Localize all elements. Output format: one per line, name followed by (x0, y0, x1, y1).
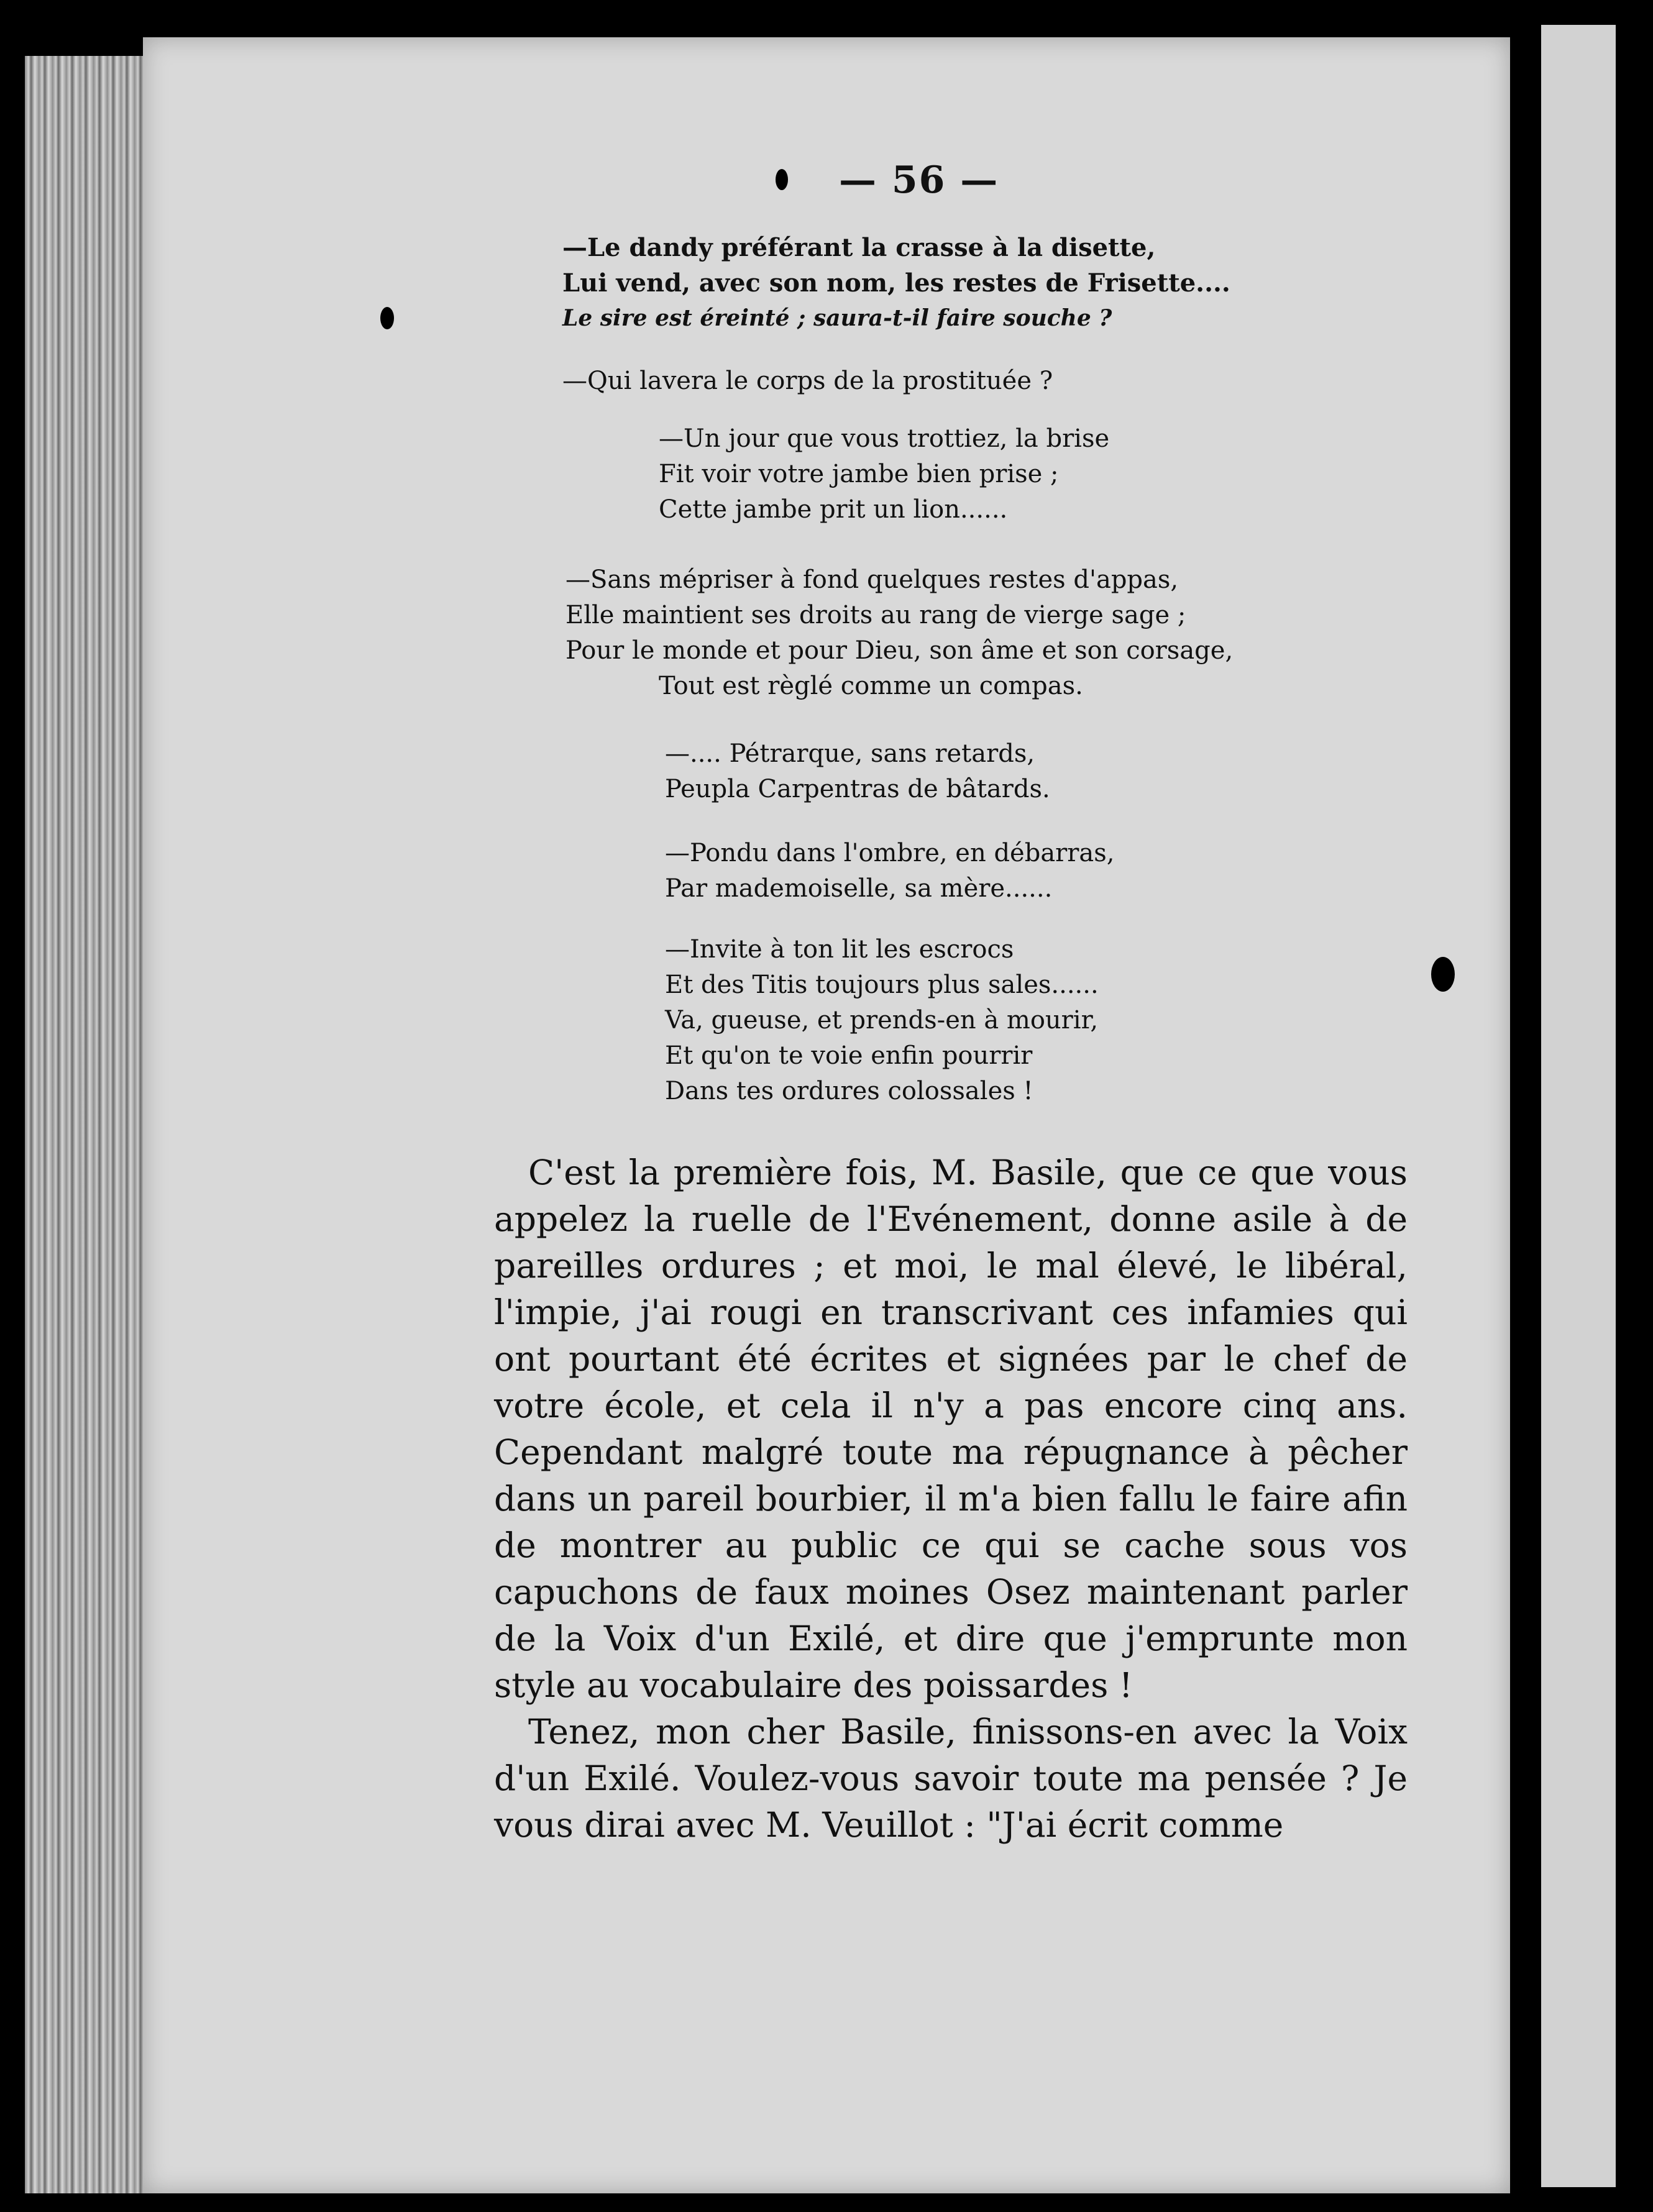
verse-line: Fit voir votre jambe bien prise ; (659, 460, 1059, 488)
paragraph: C'est la première fois, M. Basile, que ce que vous appelez la ruelle de l'Evénement, donne asile à de pareilles ordures ; et moi, le mal élevé, le libéral, l'impie, j'ai rougi en transcrivant ces infamies qui ont pourtant été écrites et signées par le chef de votre école, et cela il n'y a pas encore cinq ans. Cependant malgré toute ma répugnance à pêcher dans un pareil bourbier, il m'a bien fallu le faire afin de montrer au public ce qui se cache sous vos capuchons de faux moines Osez maintenant parler de la Voix d'un Exilé, et dire que j'emprunte mon style au vocabulaire des poissardes ! (494, 1153, 1408, 1705)
verse-line: Et des Titis toujours plus sales...... (665, 971, 1099, 999)
verse-stanza-1 (562, 230, 1230, 336)
ink-blot (1431, 957, 1455, 992)
book-page-edges (25, 56, 149, 2193)
verse-line: —Le dandy préférant la crasse à la disette, (562, 233, 1156, 262)
verse-line: —Qui lavera le corps de la prostituée ? (562, 367, 1053, 395)
verse-line: Le sire est éreinté ; saura-t-il faire souche ? (562, 305, 1112, 331)
verse-line: —Sans mépriser à fond quelques restes d'appas, (566, 565, 1179, 594)
verse-line: —Un jour que vous trottiez, la brise (659, 424, 1110, 453)
verse-line: Pour le monde et pour Dieu, son âme et son corsage, (566, 636, 1234, 665)
page-number: — 56 — (839, 158, 999, 202)
verse-stanza-6 (665, 836, 1115, 907)
verse-line: —Pondu dans l'ombre, en débarras, (665, 839, 1115, 867)
verse-line: —Invite à ton lit les escrocs (665, 935, 1014, 964)
verse-stanza-4 (566, 562, 1233, 704)
verse-stanza-5 (665, 736, 1050, 807)
verse-stanza-3 (659, 421, 1109, 528)
verse-line: Cette jambe prit un lion...... (659, 495, 1008, 524)
book-page (143, 37, 1510, 2193)
verse-line: Lui vend, avec son nom, les restes de Frisette.... (562, 268, 1230, 298)
ink-blot (380, 307, 394, 329)
ink-blot (776, 169, 788, 190)
prose-body (494, 1149, 1408, 1849)
verse-stanza-7 (665, 932, 1099, 1109)
verse-stanza-2 (562, 363, 1053, 399)
verse-line: Tout est règlé comme un compas. (659, 672, 1083, 700)
verse-line: Dans tes ordures colossales ! (665, 1077, 1033, 1105)
verse-line: Elle maintient ses droits au rang de vierge sage ; (566, 601, 1186, 629)
verse-line: Par mademoiselle, sa mère...... (665, 874, 1053, 903)
verse-line: Peupla Carpentras de bâtards. (665, 775, 1050, 803)
verse-line: —.... Pétrarque, sans retards, (665, 739, 1035, 768)
verse-line: Et qu'on te voie enfin pourrir (665, 1041, 1033, 1070)
verse-line: Va, gueuse, et prends-en à mourir, (665, 1006, 1099, 1035)
paragraph: Tenez, mon cher Basile, finissons-en avec la Voix d'un Exilé. Voulez-vous savoir toute ma pensée ? Je vous dirai avec M. Veuillot : "J'ai écrit comme (494, 1712, 1408, 1845)
facing-page-edge (1541, 25, 1616, 2187)
